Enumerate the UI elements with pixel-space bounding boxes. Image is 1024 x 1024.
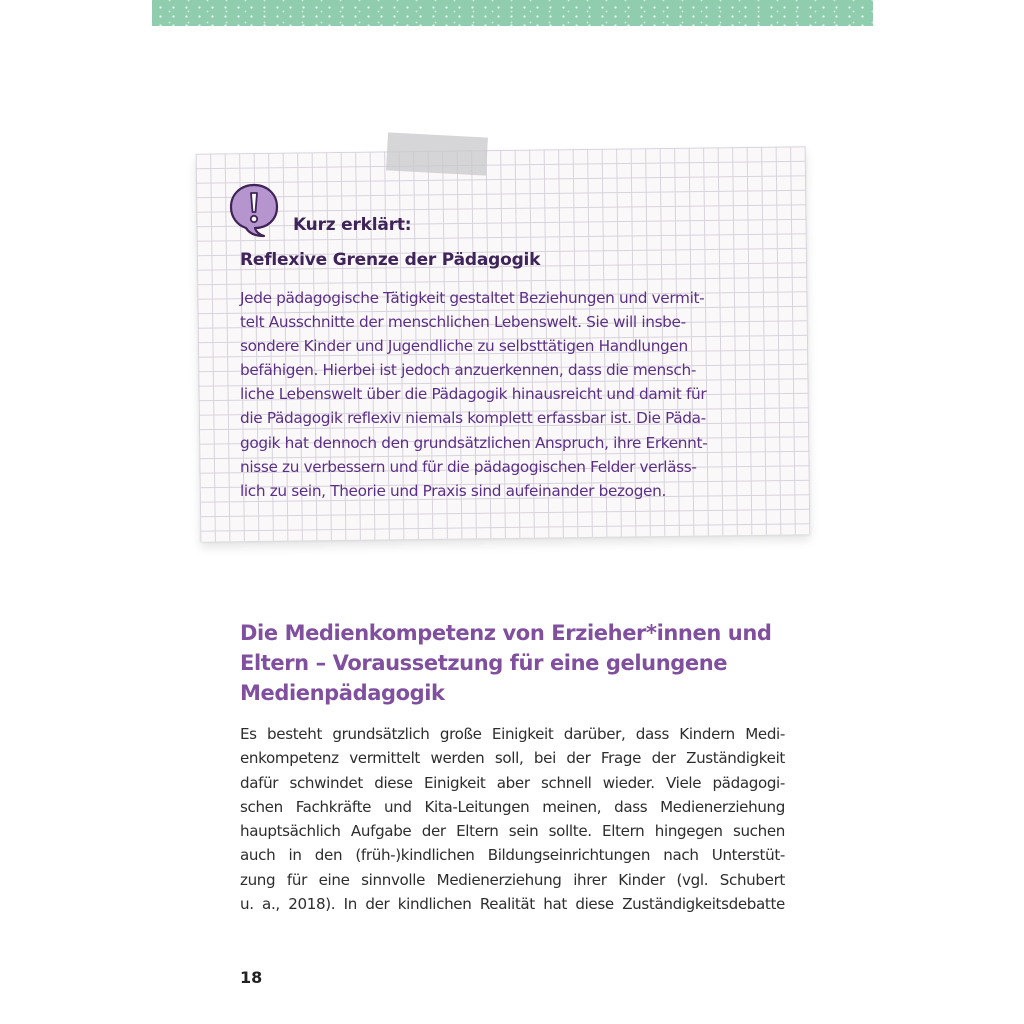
info-box-line: telt Ausschnitte der menschlichen Lebenswelt. Sie will insbe- (240, 313, 686, 332)
body-line: zung für eine sinnvolle Medienerziehung ihrer Kinder (vgl. Schubert (240, 870, 785, 889)
body-line: hauptsächlich Aufgabe der Eltern sein sollte. Eltern hingegen suchen (240, 822, 785, 841)
body-line: enkompetenz vermittelt werden soll, bei der Frage der Zuständigkeit (240, 749, 785, 768)
body-line: u. a., 2018). In der kindlichen Realität hat diese Zuständigkeitsdebatte (240, 895, 785, 914)
body-line: Es besteht grundsätzlich große Einigkeit darüber, dass Kindern Medi- (240, 725, 785, 743)
info-box-line: Jede pädagogische Tätigkeit gestaltet Beziehungen und vermit- (240, 289, 705, 307)
info-box-line: gogik hat dennoch den grundsätzlichen Anspruch, ihre Erkennt- (240, 433, 708, 452)
info-box-text (240, 286, 740, 503)
decorative-header-band (152, 0, 873, 26)
info-box-title: Reflexive Grenze der Pädagogik (240, 250, 541, 270)
tape-strip (386, 132, 488, 175)
body-line: auch in den (früh-)kindlichen Bildungseinrichtungen nach Unterstüt- (240, 846, 785, 865)
info-box-line: liche Lebenswelt über die Pädagogik hinausreicht und damit für (240, 385, 707, 404)
section-heading-line: Eltern – Voraussetzung für eine gelungene (240, 651, 728, 675)
info-box-line: nisse zu verbessern und für die pädagogischen Felder verläss- (240, 457, 697, 476)
section-heading (240, 618, 800, 708)
info-box-line: lich zu sein, Theorie und Praxis sind aufeinander bezogen. (240, 481, 666, 500)
info-box-line: befähigen. Hierbei ist jedoch anzuerkennen, dass die mensch- (240, 361, 696, 380)
section-heading-line: Die Medienkompetenz von Erzieher*innen und (240, 621, 772, 645)
info-box-line: sondere Kinder und Jugendliche zu selbsttätigen Handlungen (240, 337, 688, 356)
page-number: 18 (240, 968, 263, 987)
section-heading-line: Medienpädagogik (240, 681, 445, 705)
exclamation-speech-bubble-icon (228, 182, 280, 238)
info-box-line: die Pädagogik reflexiv niemals komplett erfassbar ist. Die Päda- (240, 409, 706, 428)
body-line: schen Fachkräfte und Kita-Leitungen meinen, dass Medienerziehung (240, 797, 785, 816)
body-line: dafür schwindet diese Einigkeit aber schnell wieder. Viele pädagogi- (240, 773, 785, 792)
body-paragraph (240, 722, 785, 916)
info-box-eyebrow: Kurz erklärt: (293, 215, 412, 235)
